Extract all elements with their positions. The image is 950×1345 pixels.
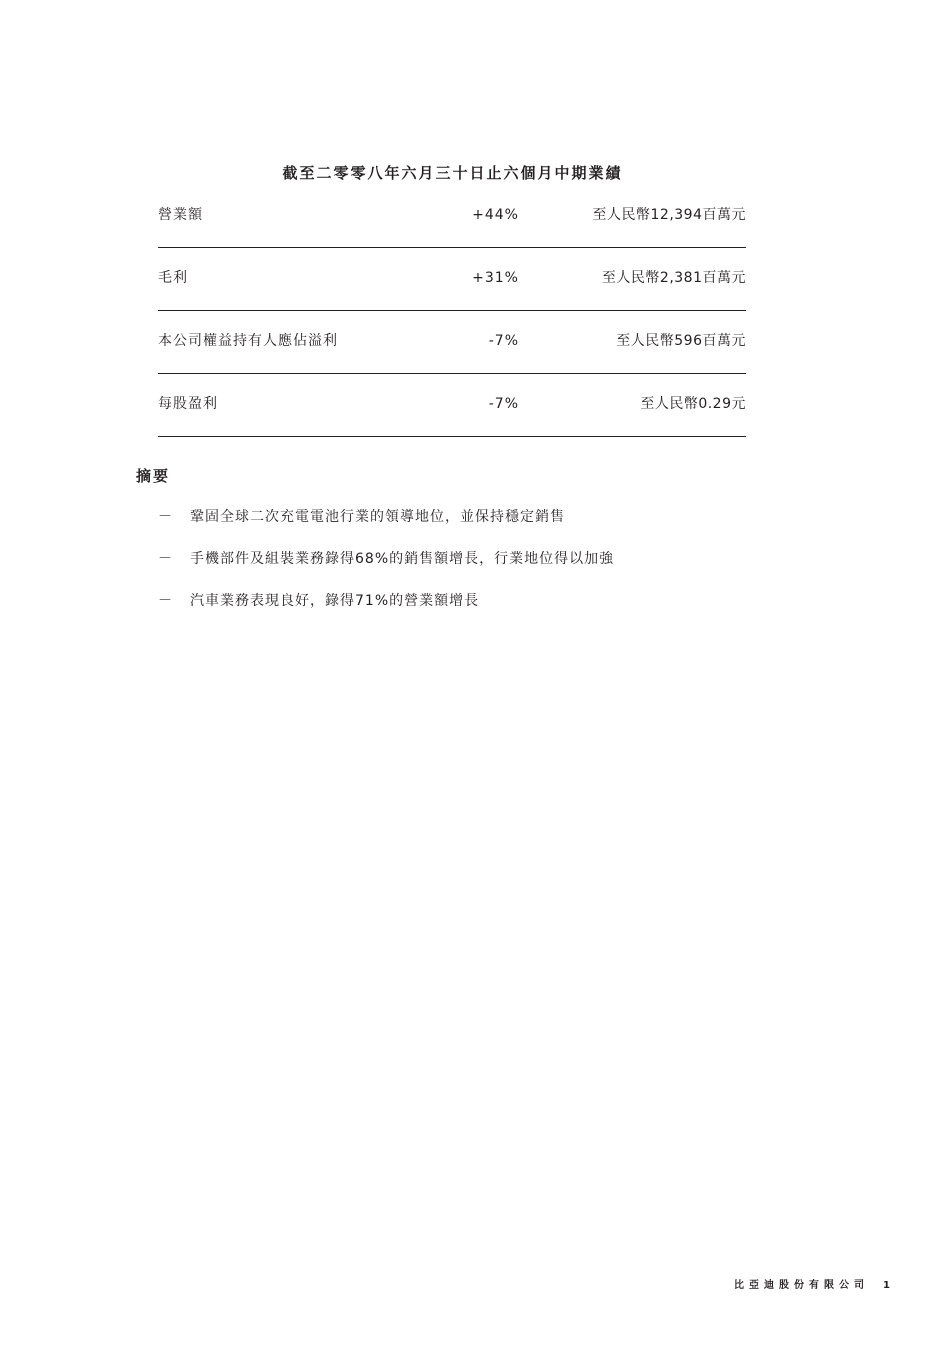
highlights-heading: 摘要	[136, 467, 171, 485]
dash-bullet: －	[158, 551, 173, 567]
result-label: 本公司權益持有人應佔溢利	[158, 333, 338, 349]
result-row-eps	[158, 375, 746, 437]
highlights-list	[158, 507, 778, 633]
result-label: 毛利	[158, 270, 188, 286]
page-title: 截至二零零八年六月三十日止六個月中期業績	[282, 164, 623, 182]
result-row-revenue	[158, 186, 746, 248]
list-item	[158, 507, 778, 549]
result-amount: 至人民幣12,394百萬元	[592, 207, 746, 223]
footer-company-name: 比亞迪股份有限公司	[734, 1280, 870, 1291]
list-item	[158, 549, 778, 591]
results-table	[158, 186, 746, 438]
result-change: +31%	[472, 270, 519, 286]
highlight-text: 汽車業務表現良好，錄得71%的營業額增長	[190, 593, 480, 609]
result-amount: 至人民幣0.29元	[640, 396, 746, 412]
result-amount: 至人民幣596百萬元	[616, 333, 746, 349]
highlight-text: 鞏固全球二次充電電池行業的領導地位，並保持穩定銷售	[190, 509, 565, 525]
result-row-profit-attributable	[158, 312, 746, 374]
dash-bullet: －	[158, 509, 173, 525]
page-footer	[734, 1276, 890, 1291]
dash-bullet: －	[158, 593, 173, 609]
result-label: 營業額	[158, 207, 203, 223]
result-amount: 至人民幣2,381百萬元	[601, 270, 746, 286]
result-change: +44%	[472, 207, 519, 223]
result-row-gross-profit	[158, 249, 746, 311]
list-item	[158, 591, 778, 633]
page-number: 1	[883, 1280, 890, 1291]
result-label: 每股盈利	[158, 396, 218, 412]
result-change: -7%	[488, 396, 519, 412]
highlight-text: 手機部件及組裝業務錄得68%的銷售額增長，行業地位得以加強	[190, 551, 615, 567]
result-change: -7%	[488, 333, 519, 349]
